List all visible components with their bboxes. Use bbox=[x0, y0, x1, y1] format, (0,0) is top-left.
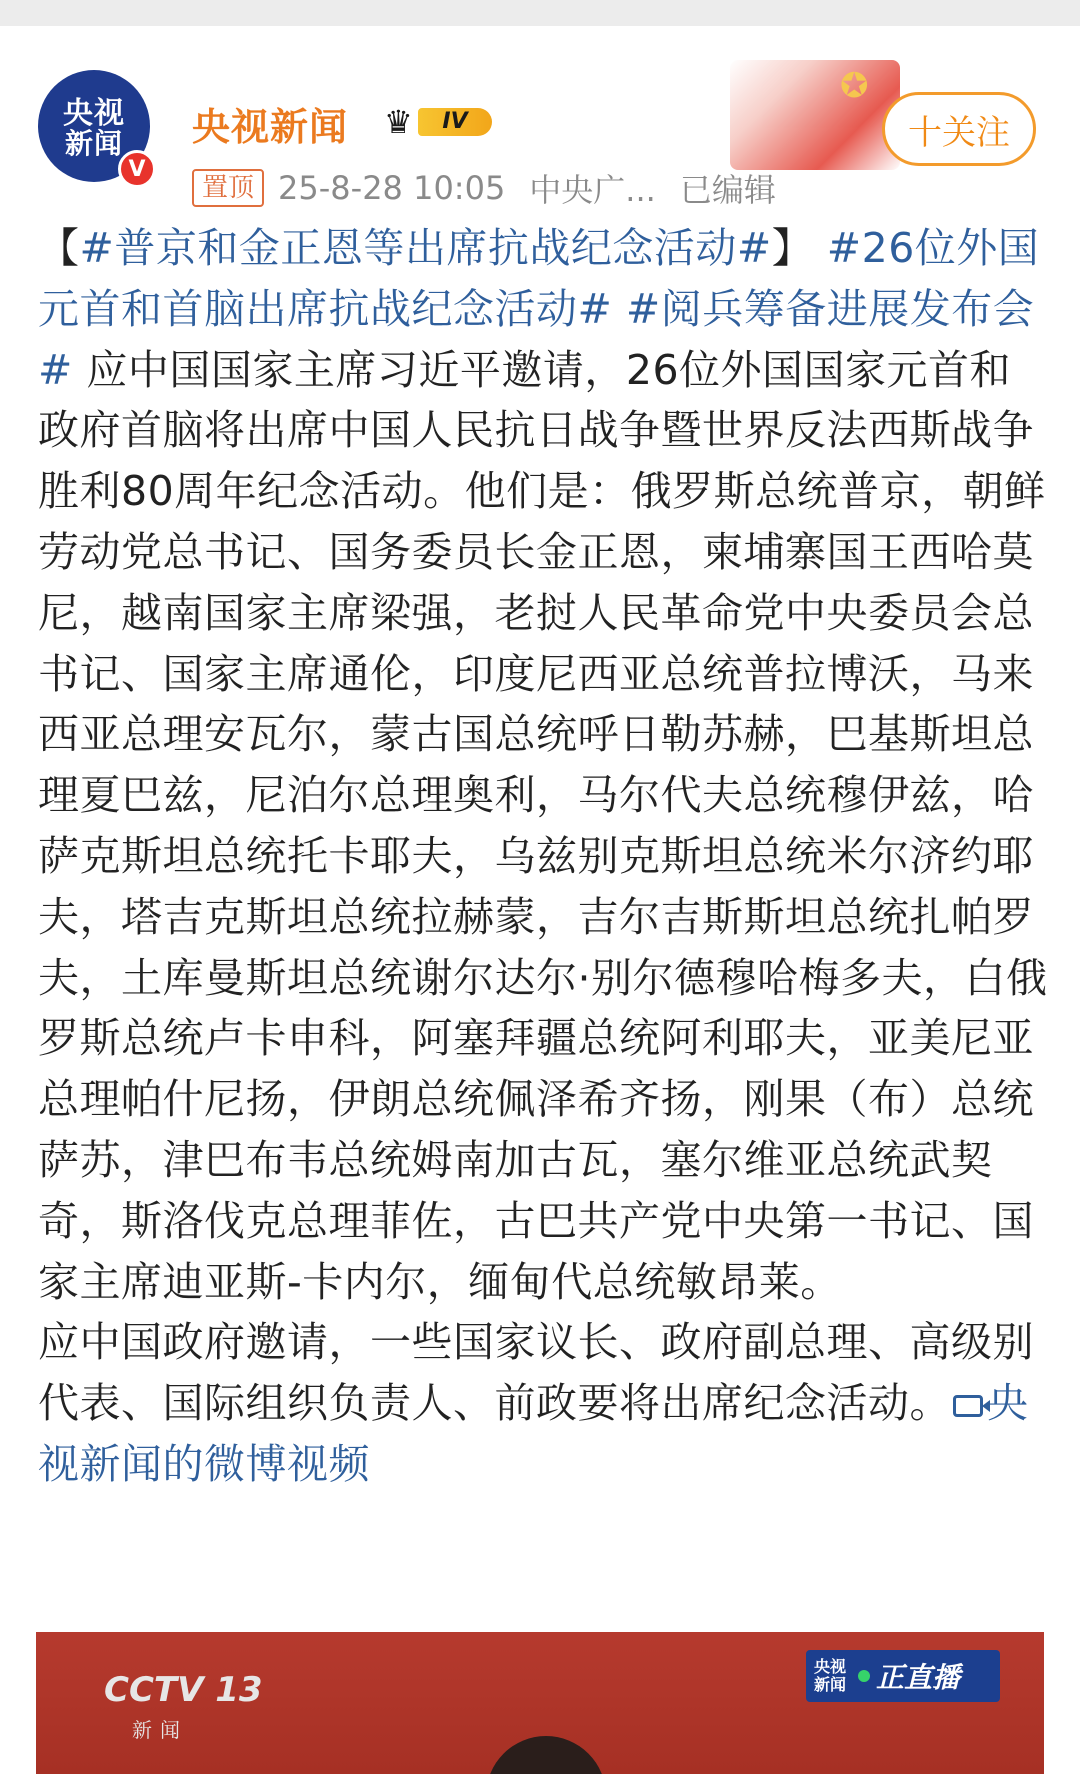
hashtag-putin-kim[interactable]: #普京和金正恩等出席抗战纪念活动# bbox=[79, 224, 772, 272]
follow-button[interactable]: 十关注 bbox=[882, 92, 1036, 166]
video-link[interactable]: 央视新闻的微博视频 bbox=[38, 1379, 1029, 1488]
edited-label[interactable]: 已编辑 bbox=[679, 171, 776, 209]
post-header bbox=[0, 26, 1080, 209]
post-content bbox=[38, 218, 1048, 1495]
crown-icon: ♛ bbox=[384, 103, 413, 141]
post-meta bbox=[192, 168, 776, 208]
post-paragraph-2: 应中国政府邀请，一些国家议长、政府副总理、高级别代表、国际组织负责人、前政要将出席纪念活动。 bbox=[38, 1318, 1034, 1428]
avatar-text-line1: 央视 bbox=[63, 95, 125, 131]
hashtag-26-leaders[interactable]: #26位外国元首和首脑出席抗战纪念活动# bbox=[38, 224, 1040, 333]
bracket-open: 【 bbox=[38, 224, 80, 272]
post-timestamp: 25-8-28 10:05 bbox=[278, 169, 506, 207]
level-badge[interactable] bbox=[384, 102, 496, 142]
video-icon bbox=[953, 1395, 983, 1417]
video-player[interactable] bbox=[36, 1632, 1044, 1774]
post-paragraph-1: 应中国国家主席习近平邀请，26位外国国家元首和政府首脑将出席中国人民抗日战争暨世界反法西斯战争胜利80周年纪念活动。他们是：俄罗斯总统普京，朝鲜劳动党总书记、国务委员长金正恩，柬埔寨国王西哈莫尼，越南国家主席梁强，老挝人民革命党中央委员会总书记、国家主席通伦，印度尼西亚总统普拉博沃，马来西亚总理安瓦尔，蒙古国总统呼日勒苏赫，巴基斯坦总理夏巴兹，尼泊尔总理奥利，马尔代夫总统穆伊兹，哈萨克斯坦总统托卡耶夫，乌兹别克斯坦总统米尔济约耶夫，塔吉克斯坦总统拉赫蒙，吉尔吉斯斯坦总统扎帕罗夫，土库曼斯坦总统谢尔达尔·别尔德穆哈梅多夫，白俄罗斯总统卢卡申科，阿塞拜疆总统阿利耶夫，亚美尼亚总理帕什尼扬，伊朗总统佩泽希齐扬，刚果（布）总统萨苏，津巴布韦总统姆南加古瓦，塞尔维亚总统武契奇，斯洛伐克总理菲佐，古巴共产党中央第一书记、国家主席迪亚斯-卡内尔，缅甸代总统敏昂莱。 bbox=[38, 345, 1048, 1306]
post-source[interactable]: 中央广... bbox=[529, 171, 656, 209]
cctv-channel-logo: CCTV 13 bbox=[104, 1670, 263, 1710]
video-person-silhouette bbox=[486, 1736, 606, 1774]
live-dot-icon bbox=[858, 1670, 870, 1682]
cctv-channel-sub: 新闻 bbox=[132, 1718, 188, 1742]
hashtag-parade-briefing[interactable]: #阅兵筹备进展发布会# bbox=[38, 284, 1035, 394]
live-label: 正直播 bbox=[876, 1661, 961, 1694]
avatar-text-line2: 新闻 bbox=[64, 127, 123, 161]
bracket-close: 】 bbox=[771, 224, 827, 272]
live-badge bbox=[806, 1650, 1000, 1702]
level-label: IV bbox=[418, 108, 492, 136]
verified-icon: V bbox=[118, 150, 156, 188]
banner-art bbox=[730, 60, 900, 170]
star-emblem-icon: ✪ bbox=[840, 66, 869, 106]
author-name[interactable]: 央视新闻 bbox=[192, 105, 349, 149]
top-strip bbox=[0, 0, 1080, 26]
pinned-tag: 置顶 bbox=[192, 169, 264, 207]
live-source-label: 央视新闻 bbox=[814, 1657, 847, 1694]
